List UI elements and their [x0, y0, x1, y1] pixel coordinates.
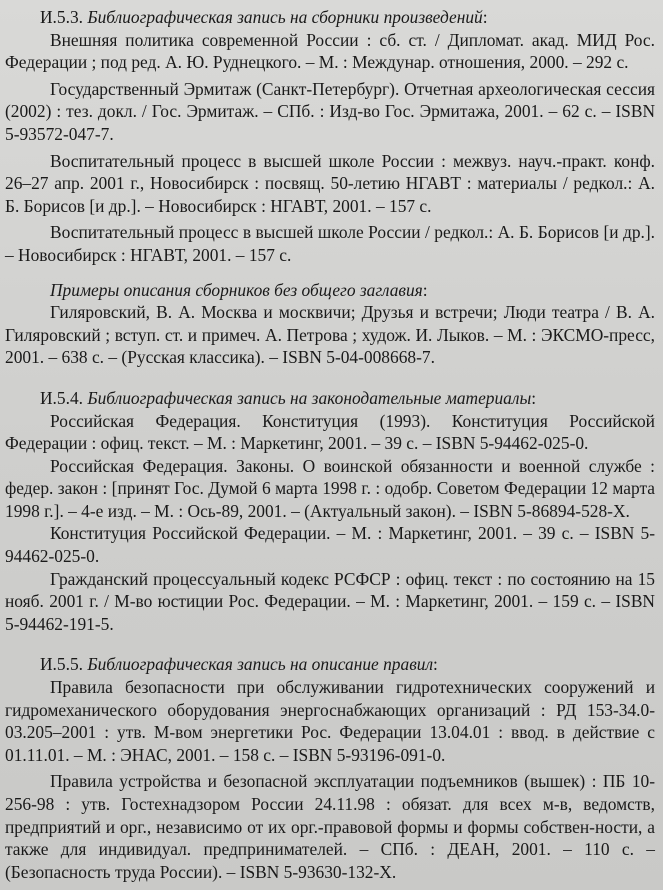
section-title: Библиографическая запись на законодательные материалы — [87, 387, 532, 408]
section-heading-4 — [5, 387, 655, 410]
bibliographic-entry: Гражданский процессуальный кодекс РСФСР : офиц. текст : по состоянию на 15 нояб. 2001 г. / М-во юстиции Рос. Федерации. – М. : Маркетинг, 2001. – 159 с. – ISBN 5-94462-191-5. — [5, 568, 655, 634]
section-number: И.5.4. — [40, 387, 83, 408]
bibliographic-entry: Российская Федерация. Конституция (1993). Конституция Российской Федерации : офиц. текст. – М. : Маркетинг, 2001. – 39 с. – ISBN 5-94462-025-0. — [5, 410, 655, 454]
bibliographic-entry: Гиляровский, В. А. Москва и москвичи; Друзья и встречи; Люди театра / В. А. Гиляровский ; вступ. ст. и примеч. А. Петрова ; худож. И. Лыков. – М. : ЭКСМО-пресс, 2001. – 638 с. – (Русская классика). – ISBN 5-04-008668-7. — [5, 302, 655, 368]
bibliographic-entry: Воспитательный процесс в высшей школе России / редкол.: А. Б. Борисов [и др.]. – Новосибирск : НГАВТ, 2001. – 157 с. — [5, 222, 655, 265]
section-heading-3 — [5, 6, 655, 29]
section-heading-5 — [5, 653, 655, 676]
bibliographic-entry: Российская Федерация. Законы. О воинской обязанности и военной службе : федер. закон : [принят Гос. Думой 6 марта 1998 г. : одобр. Советом Федерации 12 марта 1998 г.]. – 4-е изд. – М. : Ось-89, 2001. – (Актуальный закон). – ISBN 5-86894-528-X. — [5, 455, 655, 521]
bibliographic-entry: Воспитательный процесс в высшей школе России : межвуз. науч.-практ. конф. 26–27 апр. 2001 г., Новосибирск : посвящ. 50-летию НГАВТ : материалы / редкол.: А. Б. Борисов [и др.]. – Новосибирск : НГАВТ, 2001. – 157 с. — [5, 150, 655, 216]
bibliographic-entry: Правила безопасности при обслуживании гидротехнических сооружений и гидромеханического оборудования энергоснабжающих организаций : РД 153-34.0-03.205–2001 : утв. М-вом энергетики Рос. Федерации 13.04.01 : ввод. в действие с 01.11.01. – М. : ЭНАС, 2001. – 158 с. – ISBN 5-93196-091-0. — [5, 677, 655, 765]
bibliographic-entry: Государственный Эрмитаж (Санкт-Петербург). Отчетная археологическая сессия (2002) : тез. докл. / Гос. Эрмитаж. – СПб. : Изд-во Гос. Эрмитажа, 2001. – 62 с. – ISBN 5-93572-047-7. — [5, 78, 655, 144]
bibliographic-entry: Внешняя политика современной России : сб. ст. / Дипломат. акад. МИД Рос. Федерации ; под ред. А. Ю. Руднецкого. – М. : Междунар. отношения, 2000. – 292 с. — [5, 29, 655, 73]
examples-subheading — [5, 279, 655, 302]
section-number: И.5.5. — [40, 654, 83, 675]
bibliographic-entry: Правила устройства и безопасной эксплуатации подъемников (вышек) : ПБ 10-256-98 : утв. Гостехнадзором России 24.11.98 : обязат. для всех м-в, ведомств, предприятий и орг., независимо от их орг.-правовой формы и формы собствен-ности, а также для индивидуал. предпринимателей. – СПб. : ДЕАН, 2001. – 110 с. – (Безопасность труда России). – ISBN 5-93630-132-X. — [5, 771, 655, 882]
heading-colon: : — [482, 7, 488, 27]
subheading-text: Примеры описания сборников без общего заглавия — [50, 279, 423, 300]
heading-colon: : — [433, 654, 438, 675]
subheading-colon: : — [422, 279, 428, 300]
section-title: Библиографическая запись на сборники произведений — [87, 7, 483, 27]
heading-colon: : — [531, 387, 537, 408]
bibliographic-entry: Конституция Российской Федерации. – М. : Маркетинг, 2001. – 39 с. – ISBN 5-94462-025-0. — [5, 523, 655, 567]
section-number: И.5.3. — [40, 7, 83, 27]
section-title: Библиографическая запись на описание правил — [87, 654, 434, 675]
